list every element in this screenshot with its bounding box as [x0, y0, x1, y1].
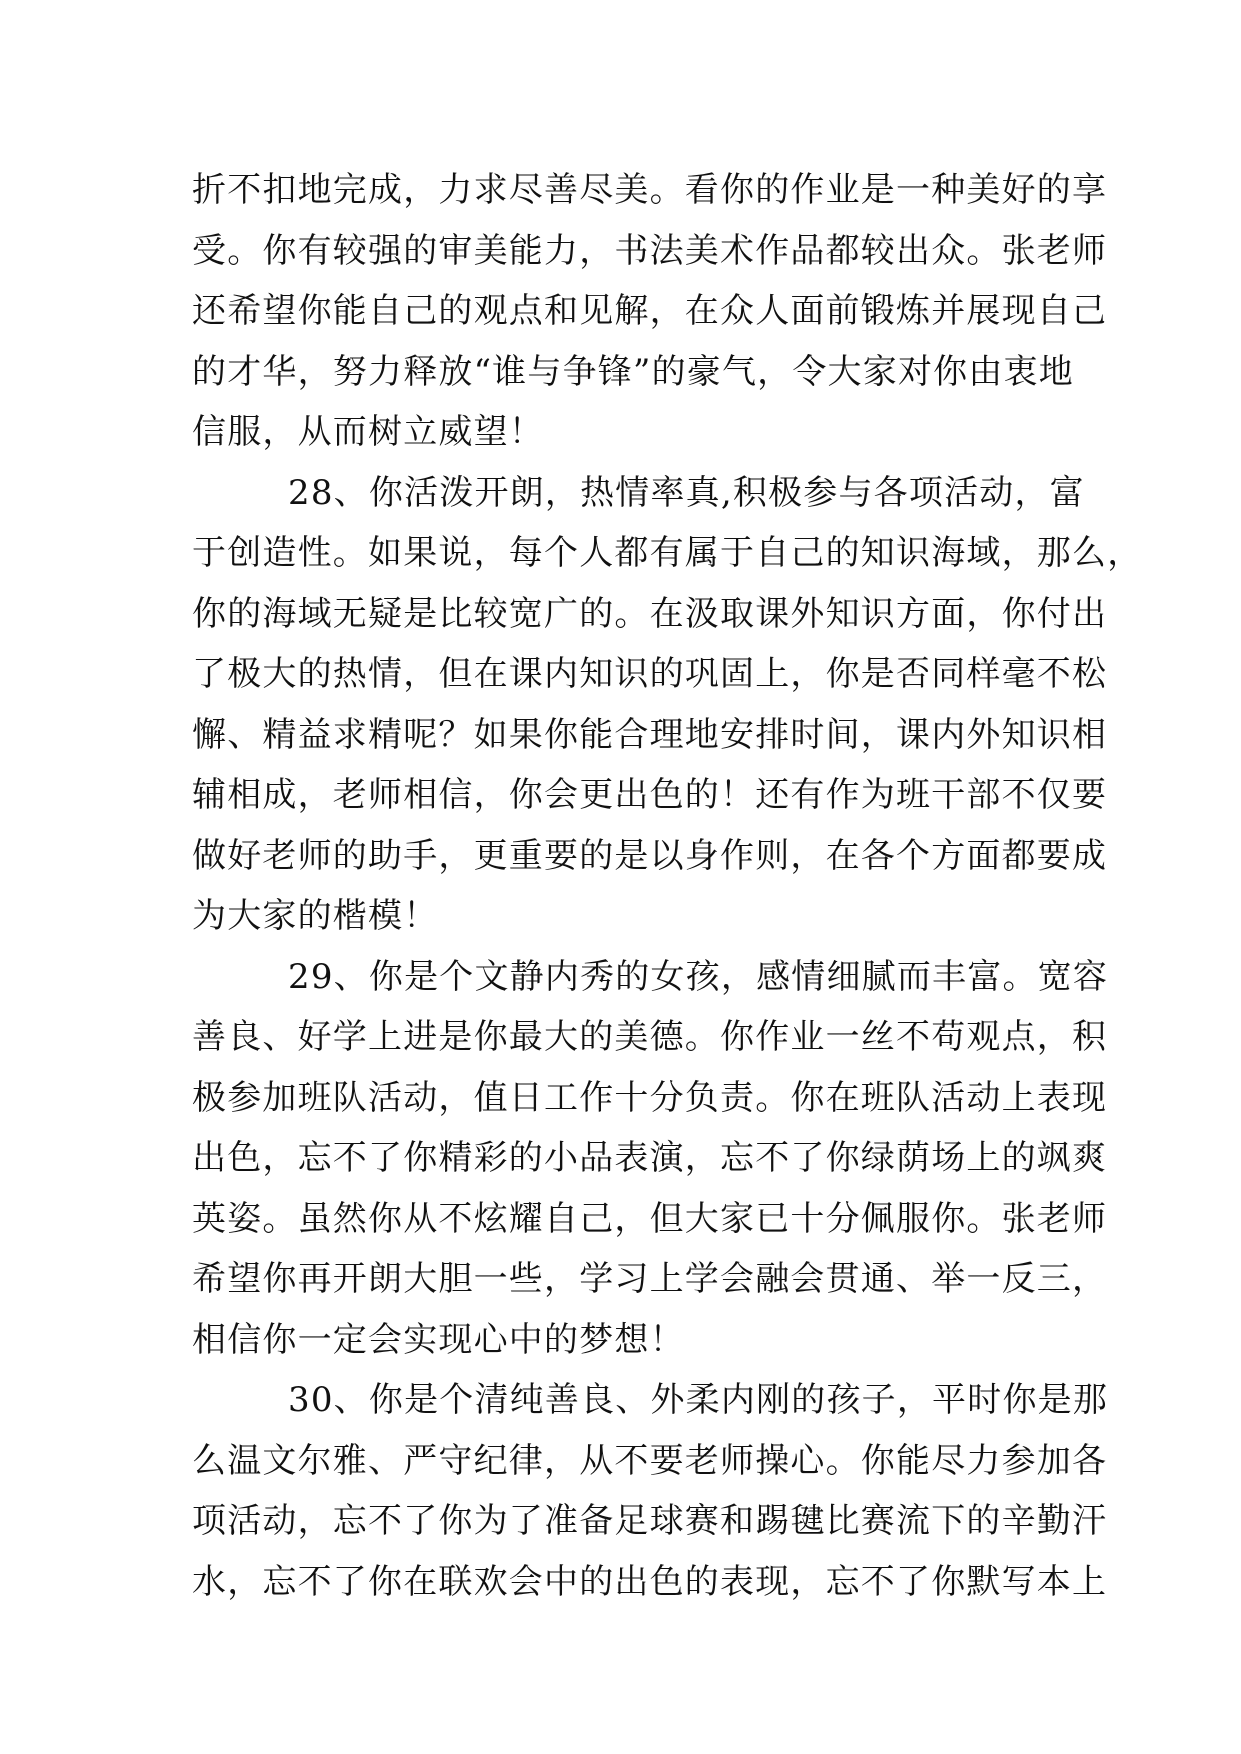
- text-line: 相信你一定会实现心中的梦想！: [192, 1319, 685, 1360]
- text-line-first: 29、你是个文静内秀的女孩，感情细腻而丰富。宽容: [288, 956, 1109, 997]
- text-line: 做好老师的助手，更重要的是以身作则，在各个方面都要成: [192, 835, 1108, 876]
- text-line: 极参加班队活动，值日工作十分负责。你在班队活动上表现: [192, 1077, 1108, 1118]
- text-line: 的才华，努力释放“谁与争锋”的豪气，令大家对你由衷地: [192, 351, 1074, 392]
- text-line-first: 28、你活泼开朗，热情率真,积极参与各项活动，富: [288, 472, 1085, 513]
- text-line: 希望你再开朗大胆一些，学习上学会融会贯通、举一反三，: [192, 1259, 1108, 1299]
- text-line: 么温文尔雅、严守纪律，从不要老师操心。你能尽力参加各: [192, 1440, 1108, 1481]
- document-body: [192, 160, 1143, 1612]
- text-line: 英姿。虽然你从不炫耀自己，但大家已十分佩服你。张老师: [192, 1198, 1108, 1239]
- text-line: 水，忘不了你在联欢会中的出色的表现，忘不了你默写本上: [192, 1561, 1108, 1602]
- paragraph-30: [192, 1370, 1109, 1612]
- paragraph-28: [192, 463, 1143, 947]
- text-line: 了极大的热情，但在课内知识的巩固上，你是否同样毫不松: [192, 654, 1108, 694]
- text-line: 善良、好学上进是你最大的美德。你作业一丝不苟观点，积: [192, 1017, 1108, 1057]
- text-line: 为大家的楷模！: [192, 896, 439, 936]
- text-line: 你的海域无疑是比较宽广的。在汲取课外知识方面，你付出: [192, 593, 1108, 634]
- text-line: 辅相成，老师相信，你会更出色的！还有作为班干部不仅要: [192, 775, 1108, 815]
- text-line-first: 30、你是个清纯善良、外柔内刚的孩子，平时你是那: [288, 1380, 1109, 1420]
- paragraph-29: [192, 947, 1109, 1371]
- paragraph-27-continued: [192, 160, 1108, 463]
- text-line: 信服，从而树立威望！: [192, 412, 544, 452]
- text-line: 懈、精益求精呢？如果你能合理地安排时间，课内外知识相: [192, 714, 1108, 755]
- text-line: 还希望你能自己的观点和见解，在众人面前锻炼并展现自己: [192, 291, 1108, 331]
- text-line: 项活动，忘不了你为了准备足球赛和踢毽比赛流下的辛勤汗: [192, 1501, 1108, 1541]
- text-line: 出色，忘不了你精彩的小品表演，忘不了你绿荫场上的飒爽: [192, 1138, 1108, 1178]
- text-line: 折不扣地完成，力求尽善尽美。看你的作业是一种美好的享: [192, 170, 1108, 210]
- text-line: 于创造性。如果说，每个人都有属于自己的知识海域，那么，: [192, 533, 1143, 573]
- text-line: 受。你有较强的审美能力，书法美术作品都较出众。张老师: [192, 230, 1108, 271]
